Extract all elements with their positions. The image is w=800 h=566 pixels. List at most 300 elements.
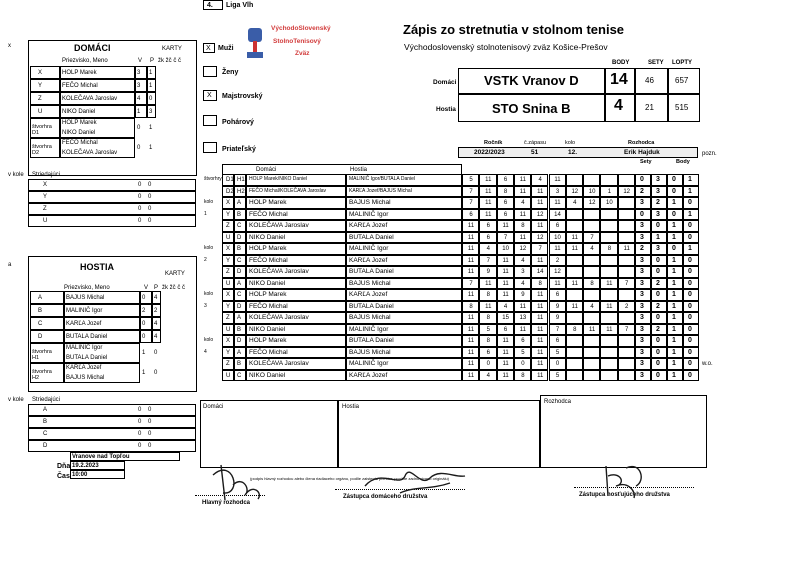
- body-home: 1: [672, 199, 676, 206]
- set-cell: [566, 220, 583, 232]
- set-score: 11: [467, 338, 475, 344]
- match-away-code: H1: [237, 177, 245, 183]
- home-player-p: 0: [149, 96, 153, 102]
- set-cell: [566, 370, 583, 382]
- away-sub-v: 0: [138, 431, 142, 437]
- set-score: 8: [573, 326, 577, 333]
- body-away: 1: [688, 210, 692, 218]
- set-score: 12: [623, 188, 631, 195]
- home-subs-col: Striedajúci: [32, 172, 61, 178]
- sety-home: 3: [640, 360, 644, 367]
- away-col-name: Priezvisko, Meno: [64, 285, 110, 291]
- rocnik-label: Ročník: [484, 140, 503, 146]
- home-code-cell: [30, 66, 60, 79]
- sety-away: 3: [656, 210, 660, 218]
- match-away-player: MALINIČ Igor: [349, 325, 389, 333]
- home-player-name: KOLEČAVA Jaroslav: [62, 96, 118, 102]
- sety-home: 3: [640, 291, 644, 298]
- match-home-player: FEČO Michal: [249, 210, 288, 218]
- set-score: 11: [537, 326, 544, 333]
- set-score: 11: [606, 280, 613, 287]
- sety-away: 0: [656, 291, 660, 298]
- match-away-player: KARĽA Jozef/BAJUS Michal: [349, 187, 412, 194]
- match-home-player: FEČO Michal: [249, 256, 288, 264]
- set-score: 11: [502, 292, 509, 298]
- set-score: 6: [469, 211, 473, 218]
- logo: [243, 22, 346, 67]
- away-player-name: KARĽA Jozef: [66, 321, 102, 327]
- set-score: 5: [486, 326, 490, 333]
- set-cell: [600, 266, 617, 278]
- set-cell: [618, 347, 635, 359]
- header-lopty: LOPTY: [672, 60, 693, 66]
- home-player-p: 3: [149, 109, 153, 115]
- home-player-v: 1: [137, 109, 141, 115]
- set-cell: [583, 266, 600, 278]
- away-sub-v: 0: [138, 419, 142, 425]
- match-home-player: NIKO Daniel: [249, 233, 286, 241]
- set-cell: [600, 335, 617, 347]
- body-home: 1: [672, 268, 676, 275]
- home-player-name: NIKO Daniel: [62, 109, 96, 115]
- away-label: Hostia: [436, 106, 456, 113]
- away-doubles-name-2: BUTALA Daniel: [66, 355, 108, 361]
- match-away-code: C: [237, 372, 242, 379]
- match-kolo: kolo: [204, 245, 214, 251]
- set-score: 9: [555, 315, 560, 321]
- set-cell: [566, 347, 583, 359]
- body-away: 0: [688, 348, 692, 356]
- match-away-code: A: [237, 280, 242, 287]
- set-cell: [583, 220, 600, 232]
- sety-home: 0: [640, 210, 644, 218]
- set-score: 11: [502, 280, 509, 287]
- sety-home: 3: [640, 233, 644, 241]
- set-score: 11: [519, 303, 526, 310]
- home-doubles-name-1: FEČO Michal: [62, 140, 98, 146]
- sety-away: 2: [656, 199, 660, 206]
- home-sub-row: [28, 179, 196, 191]
- zeny-label: Ženy: [222, 69, 239, 76]
- body-home: 1: [672, 325, 676, 333]
- rozhodca-label: Rozhodca: [628, 140, 655, 146]
- home-col-name: Priezvisko, Meno: [62, 58, 108, 64]
- set-score: 4: [590, 303, 594, 310]
- sety-away: 0: [656, 268, 660, 275]
- away-player-v: 2: [142, 308, 146, 314]
- set-cell: [583, 209, 600, 221]
- league-name: Liga Vlh: [226, 2, 254, 9]
- set-score: 0: [486, 361, 490, 367]
- body-away: 0: [688, 325, 692, 333]
- match-home-code: U: [226, 326, 231, 333]
- hlavny-label: Hlavný rozhodca: [202, 500, 251, 506]
- league-number: 4.: [207, 2, 213, 9]
- away-doubles-p: 0: [154, 350, 158, 356]
- match-away-player: BAJUS Michal: [349, 199, 391, 206]
- match-header-line: [222, 164, 462, 174]
- notes-hostia-label: Hostia: [342, 404, 360, 410]
- body-home: 1: [672, 302, 676, 310]
- home-doubles-v: 0: [137, 145, 141, 151]
- header-sety: SETY: [648, 60, 664, 66]
- away-doubles-name-2: BAJUS Michal: [66, 375, 105, 381]
- away-subs-label: v kole: [8, 397, 24, 403]
- dna-label: Dňa: [57, 463, 71, 470]
- zast-domaci-label: Zástupca domáceho družstva: [343, 494, 428, 500]
- walkover-label: w.o.: [702, 361, 713, 367]
- set-score: 6: [555, 292, 560, 298]
- set-score: 11: [571, 246, 578, 252]
- set-score: 11: [467, 223, 475, 229]
- match-home-player: HOLP Marek/NIKO Daniel: [249, 176, 307, 182]
- home-doubles-p: 1: [149, 145, 153, 151]
- home-player-p: 1: [149, 70, 153, 76]
- priatelsky-checkbox[interactable]: [203, 142, 217, 153]
- match-home-code: Z: [226, 361, 230, 367]
- set-score: 7: [469, 200, 473, 206]
- match-away-code: A: [237, 315, 242, 321]
- set-score: 11: [606, 303, 613, 310]
- match-away-code: D: [237, 234, 242, 241]
- set-cell: [618, 370, 635, 382]
- match-away-player: MALINIČ Igor: [349, 210, 389, 218]
- home-sub-p: 0: [148, 182, 152, 188]
- match-away-player: BAJUS Michal: [349, 314, 391, 321]
- set-score: 11: [571, 234, 578, 241]
- body-home: 1: [672, 222, 676, 229]
- body-away: 0: [688, 233, 692, 241]
- set-score: 11: [502, 372, 509, 379]
- set-cell: [600, 358, 617, 370]
- match-away-player: MALINIČ Igor: [349, 245, 389, 252]
- set-score: 11: [623, 246, 630, 252]
- set-score: 4: [590, 246, 594, 252]
- set-score: 11: [467, 269, 475, 275]
- home-player-code: Z: [38, 96, 42, 102]
- set-score: 11: [467, 234, 475, 241]
- league-category: Muži: [218, 45, 234, 52]
- set-score: 11: [554, 280, 561, 287]
- set-score: 11: [467, 326, 475, 333]
- zeny-checkbox[interactable]: [203, 66, 217, 77]
- match-home-code: Z: [226, 269, 230, 275]
- away-player-p: 4: [154, 295, 158, 301]
- set-score: 11: [519, 326, 526, 333]
- away-player-code: D: [38, 334, 43, 340]
- set-score: 11: [537, 361, 544, 367]
- set-cell: [618, 266, 635, 278]
- match-home-code: D1: [226, 177, 234, 183]
- set-cell: [600, 174, 617, 186]
- body-away: 0: [688, 360, 692, 367]
- away-player-v: 0: [142, 334, 146, 340]
- away-roster-title: HOSTIA: [80, 262, 115, 272]
- set-score: 8: [486, 338, 490, 344]
- home-doubles-name-2: KOLEČAVA Jaroslav: [62, 150, 118, 156]
- home-player-code: X: [38, 70, 43, 76]
- set-score: 11: [537, 292, 544, 298]
- home-player-code: Y: [38, 83, 43, 89]
- sety-away: 3: [656, 245, 660, 252]
- match-home-code: X: [226, 292, 231, 298]
- set-score: 10: [502, 246, 509, 252]
- body-away: 1: [688, 187, 692, 195]
- sety-home: 3: [640, 199, 644, 206]
- set-score: 7: [625, 280, 629, 287]
- set-score: 4: [486, 372, 490, 379]
- set-score: 12: [554, 269, 561, 275]
- match-away-code: A: [237, 200, 242, 206]
- home-doubles-v: 0: [137, 125, 141, 131]
- home-player-name: HOLP Marek: [62, 70, 97, 76]
- away-sub-row: [28, 428, 196, 440]
- home-sub-code: Z: [43, 206, 47, 212]
- body-away: 0: [688, 302, 692, 310]
- match-away-code: C: [237, 223, 242, 229]
- away-player-name: MALINIČ Igor: [66, 308, 103, 314]
- match-away-code: C: [237, 257, 242, 264]
- sety-home: 3: [640, 348, 644, 356]
- away-sub-v: 0: [138, 443, 142, 449]
- signature-note: (podpis hlavný rozhodcu alebo člena riadiaceho orgánu, podlie zaistenia priestor, použite zadnú stranu originálu): [250, 476, 450, 481]
- away-code-cell: [30, 317, 64, 330]
- body-home: 1: [672, 314, 676, 321]
- match-home-player: KOLEČAVA Jaroslav: [249, 268, 309, 275]
- away-player-code: B: [38, 308, 43, 314]
- match-away-code: H2: [237, 188, 245, 195]
- match-kolo: 2: [204, 256, 207, 263]
- set-cell: [618, 209, 635, 221]
- sety-home: 3: [640, 337, 644, 344]
- set-cell: [600, 289, 617, 301]
- home-team-name: VSTK Vranov D: [484, 73, 579, 88]
- set-score: 10: [588, 188, 596, 195]
- set-score: 7: [486, 257, 490, 264]
- set-cell: [566, 358, 583, 370]
- set-score: 12: [519, 246, 527, 252]
- set-score: 11: [502, 223, 509, 229]
- set-score: 11: [554, 200, 561, 206]
- set-score: 5: [521, 349, 525, 356]
- set-cell: [583, 174, 600, 186]
- body-home: 1: [672, 360, 676, 367]
- away-karty-cols: [162, 285, 185, 291]
- sety-home: 3: [640, 268, 644, 275]
- muzi-mark: X: [206, 45, 211, 52]
- date-value: 19.2.2023: [72, 463, 99, 469]
- header-body: BODY: [612, 60, 630, 66]
- set-score: 7: [469, 188, 473, 195]
- away-doubles-v: 1: [142, 350, 146, 356]
- sety-away: 2: [656, 302, 660, 310]
- match-away-player: BUTALA Daniel: [349, 337, 394, 344]
- body-away: 0: [688, 371, 692, 379]
- set-score: 11: [467, 361, 475, 367]
- sety-away: 0: [656, 314, 660, 321]
- set-score: 7: [590, 234, 594, 241]
- away-player-v: 0: [142, 321, 146, 327]
- away-player-p: 2: [154, 308, 158, 314]
- set-score: 10: [554, 234, 561, 241]
- set-score: 2: [625, 303, 629, 310]
- set-score: 6: [555, 223, 560, 229]
- home-sub-row: [28, 191, 196, 203]
- match-home-code: U: [226, 372, 231, 379]
- set-cell: [566, 335, 583, 347]
- set-cell: [618, 197, 635, 209]
- set-score: 14: [536, 269, 544, 275]
- home-doubles-code: štvorhra D2: [32, 144, 52, 156]
- away-karty-col-c1: č: [177, 285, 181, 291]
- set-score: 7: [469, 280, 473, 287]
- referee-signature: [203, 455, 273, 503]
- match-home-player: NIKO Daniel: [249, 325, 286, 333]
- set-score: 12: [571, 188, 579, 195]
- set-cell: [618, 335, 635, 347]
- match-away-code: C: [237, 292, 242, 298]
- match-home-player: FEČO Michal/KOLEČAVA Jaroslav: [249, 187, 327, 194]
- set-score: 8: [590, 280, 594, 287]
- set-score: 4: [521, 280, 525, 287]
- away-doubles-code: štvorhra H1: [32, 349, 52, 361]
- home-sub-v: 0: [138, 182, 142, 188]
- home-doubles-name-2: NIKO Daniel: [62, 130, 96, 136]
- home-karty-label: KARTY: [162, 46, 182, 52]
- set-score: 7: [625, 326, 629, 333]
- set-cell: [618, 312, 635, 324]
- sety-away: 0: [656, 337, 660, 344]
- match-home-player: KOLEČAVA Jaroslav: [249, 314, 309, 321]
- set-score: 8: [521, 223, 525, 229]
- match-kolo: kolo: [204, 291, 214, 297]
- set-cell: [583, 358, 600, 370]
- away-doubles-name-1: MALINIČ Igor: [66, 345, 103, 351]
- match-away-player: BUTALA Daniel: [349, 302, 394, 310]
- home-lopty: 657: [675, 76, 689, 85]
- home-sub-v: 0: [138, 206, 142, 212]
- set-score: 0: [555, 361, 560, 367]
- karty-col-c1: č: [173, 58, 177, 64]
- set-score: 11: [502, 269, 509, 275]
- set-score: 6: [503, 177, 508, 183]
- home-sub-v: 0: [138, 194, 142, 200]
- away-karty-col-zk: žk: [162, 285, 168, 291]
- match-away-code: B: [237, 361, 242, 367]
- set-score: 6: [555, 338, 560, 344]
- away-team-name: STO Snina B: [492, 101, 571, 116]
- home-signature: [360, 458, 470, 498]
- body-away: 1: [688, 245, 692, 252]
- match-home-player: FEČO Michal: [249, 302, 288, 310]
- away-karty-col-zc: žč: [169, 285, 176, 291]
- home-sub-row: [28, 215, 196, 227]
- karty-col-c2: č: [178, 58, 182, 64]
- priatelsky-label: Priateľský: [222, 146, 256, 153]
- logo-line-2: StolnoTenisový: [273, 38, 321, 45]
- match-home-player: HOLP Marek: [249, 291, 287, 298]
- notes-rozhodca-label: Rozhodca: [544, 399, 572, 405]
- set-score: 11: [519, 188, 526, 195]
- match-home-code: X: [226, 338, 231, 344]
- match-kolo: kolo: [204, 337, 214, 343]
- match-away-player: BAJUS Michal: [349, 348, 391, 356]
- set-score: 11: [537, 188, 544, 195]
- set-score: 5: [555, 372, 560, 379]
- match-kolo: kolo: [204, 199, 214, 205]
- match-kolo: 3: [204, 302, 207, 309]
- away-sub-p: 0: [148, 431, 152, 437]
- set-score: 8: [607, 246, 612, 252]
- set-score: 7: [538, 246, 542, 252]
- set-score: 11: [467, 349, 475, 356]
- set-score: 11: [485, 280, 492, 287]
- match-home-player: HOLP Marek: [249, 199, 287, 206]
- set-score: 8: [521, 372, 525, 379]
- match-away-player: KARĽA Jozef: [349, 291, 388, 298]
- away-doubles-name-1: KARĽA Jozef: [66, 365, 102, 371]
- away-sub-code: C: [43, 431, 48, 437]
- set-score: 10: [606, 200, 613, 206]
- body-away: 0: [688, 314, 692, 321]
- match-away-player: BUTALA Daniel: [349, 268, 394, 275]
- set-score: 6: [503, 326, 508, 333]
- away-col-p: P: [154, 285, 159, 291]
- away-lopty: 515: [675, 103, 689, 112]
- body-home: 1: [672, 291, 676, 298]
- poharovy-label: Pohárový: [222, 119, 254, 126]
- poharovy-checkbox[interactable]: [203, 115, 217, 126]
- away-sub-code: B: [43, 419, 48, 425]
- set-score: 11: [537, 372, 544, 379]
- body-home: 1: [672, 337, 676, 344]
- home-code-cell: [30, 79, 60, 92]
- sety-away: 1: [656, 233, 660, 241]
- set-score: 11: [467, 257, 475, 264]
- body-home: 0: [672, 187, 676, 195]
- match-kolo: 4: [204, 348, 207, 355]
- match-home-code: Y: [226, 211, 231, 218]
- away-player-code: C: [38, 321, 43, 327]
- away-code-cell: [30, 291, 64, 304]
- match-home-player: NIKO Daniel: [249, 279, 286, 287]
- match-away-player: KARĽA Jozef: [349, 256, 388, 264]
- sety-home: 3: [640, 256, 644, 264]
- away-doubles-p: 0: [154, 370, 158, 376]
- home-label: Domáci: [433, 79, 457, 86]
- home-col-v: V: [138, 58, 143, 64]
- sety-home: 3: [640, 314, 644, 321]
- home-sub-row: [28, 203, 196, 215]
- home-code-cell: [30, 105, 60, 118]
- sety-home: 3: [640, 302, 644, 310]
- set-score: 11: [554, 177, 561, 183]
- set-score: 11: [502, 349, 509, 356]
- set-cell: [618, 289, 635, 301]
- match-home-player: KOLEČAVA Jaroslav: [249, 222, 309, 229]
- match-home-code: U: [226, 280, 231, 287]
- set-score: 11: [554, 246, 561, 252]
- set-score: 11: [485, 188, 492, 195]
- set-cell: [618, 358, 635, 370]
- match-home-code: U: [226, 234, 231, 241]
- home-sub-p: 0: [148, 194, 152, 200]
- home-doubles-code: štvorhra D1: [32, 124, 52, 136]
- body-away: 0: [688, 222, 692, 229]
- set-cell: [618, 255, 635, 267]
- sety-home: 3: [640, 371, 644, 379]
- set-score: 9: [555, 303, 560, 310]
